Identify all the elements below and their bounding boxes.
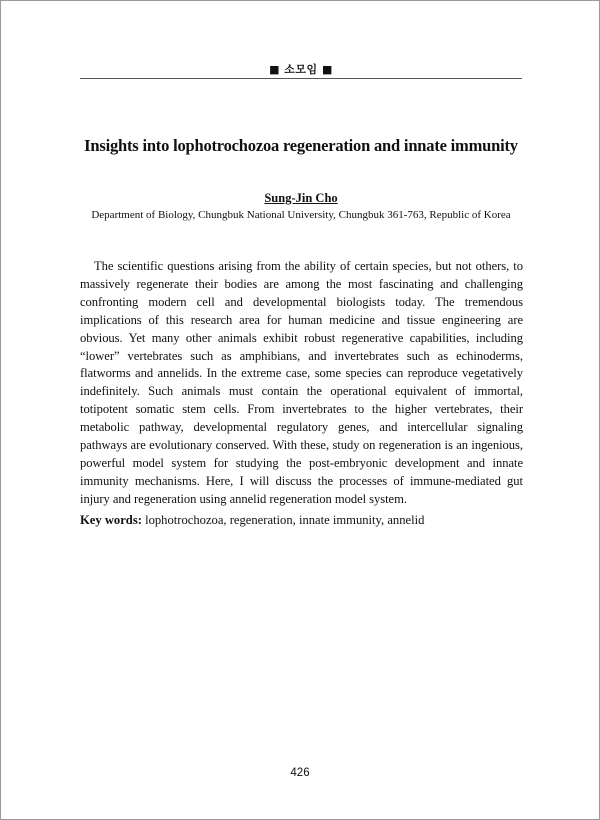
- header-rule: [80, 78, 522, 79]
- keywords-label: Key words:: [80, 513, 142, 527]
- keywords-line: [80, 512, 523, 529]
- running-header: ■ 소모임 ■: [269, 63, 333, 76]
- keywords-list: lophotrochozoa, regeneration, innate immunity, annelid: [145, 513, 425, 527]
- page-number: 426: [290, 767, 310, 779]
- author-affiliation: Department of Biology, Chungbuk National University, Chungbuk 361-763, Republic of Korea: [91, 209, 511, 221]
- article-title: Insights into lophotrochozoa regeneration and innate immunity: [84, 136, 518, 155]
- abstract-body: The scientific questions arising from the ability of certain species, but not others, to massively regenerate their bodies are among the most fascinating and challenging confronting modern cell and developmental biologists today. The tremendous implications of this research area for human medicine and tissue engineering are obvious. Yet many other animals exhibit robust regenerative capabilities, including “lower” vertebrates such as amphibians, and invertebrates such as echinoderms, flatworms and annelids. In the extreme case, some species can reproduce vegetatively indefinitely. Such animals must contain the operational equivalent of immortal, totipotent somatic stem cells. From invertebrates to the higher vertebrates, their metabolic pathway, developmental regulatory genes, and intercellular signaling pathways are evolutionary conserved. With these, study on regeneration is an ingenious, powerful model system for studying the post-embryonic development and innate immunity mechanisms. Here, I will discuss the processes of immune-mediated gut injury and regeneration using annelid regeneration model system.: [80, 259, 523, 506]
- author-name: Sung-Jin Cho: [264, 191, 338, 205]
